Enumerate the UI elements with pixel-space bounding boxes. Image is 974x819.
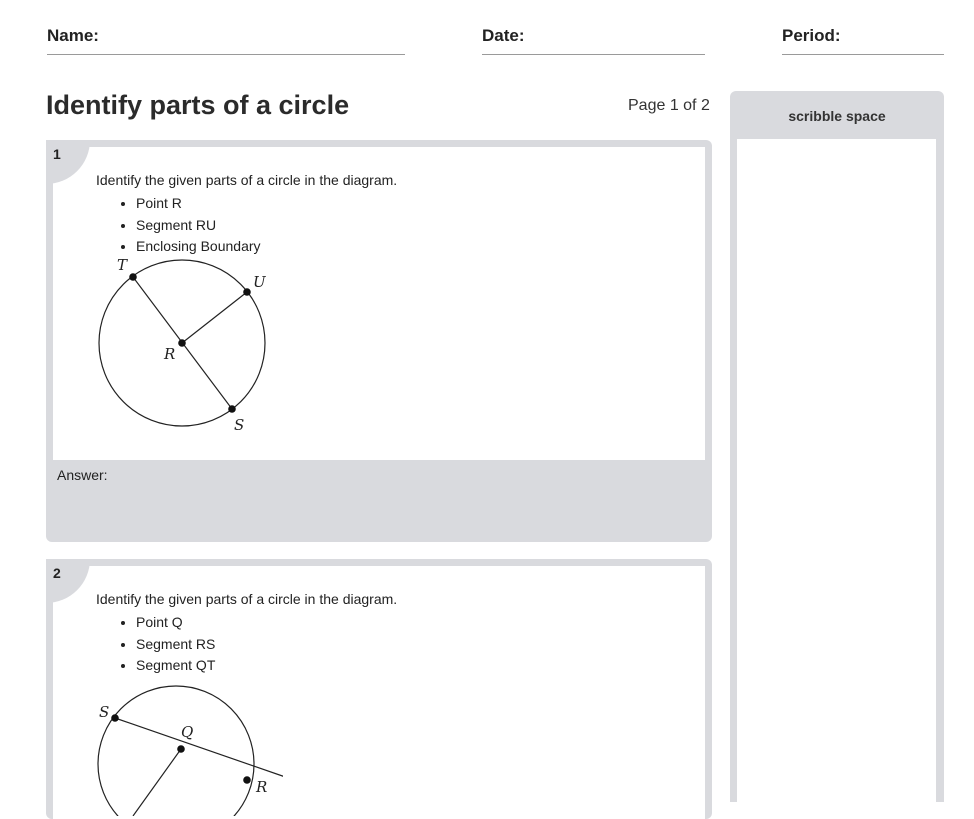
point-q [177, 745, 185, 753]
point-s [111, 714, 119, 722]
page-indicator: Page 1 of 2 [628, 97, 710, 114]
point-u [243, 288, 251, 296]
name-label: Name: [47, 26, 99, 45]
question-card-1 [46, 140, 712, 542]
label-s: S [99, 703, 110, 721]
segment-rs [115, 718, 283, 780]
label-r: R [256, 778, 268, 796]
question-items [122, 193, 261, 258]
question-number: 2 [53, 565, 61, 581]
question-item: • Point Q [136, 612, 215, 634]
answer-label: Answer: [57, 467, 108, 483]
question-item: • Segment RS [136, 634, 215, 656]
label-u: U [253, 273, 266, 291]
label-t: T [117, 256, 128, 274]
circle-diagram-2 [93, 676, 283, 816]
question-item: • Point R [136, 193, 261, 215]
segment-qt [133, 749, 181, 816]
question-items [122, 612, 215, 677]
point-r [178, 339, 186, 347]
label-r: R [164, 345, 176, 363]
question-card-2 [46, 559, 712, 819]
worksheet-title: Identify parts of a circle [46, 90, 350, 120]
date-label: Date: [482, 26, 525, 45]
name-field[interactable] [47, 26, 405, 55]
question-body [53, 147, 705, 460]
point-s [228, 405, 236, 413]
question-body [53, 566, 705, 819]
question-item: • Enclosing Boundary [136, 236, 261, 258]
question-item: • Segment RU [136, 215, 261, 237]
label-q: Q [181, 723, 194, 741]
scribble-title: scribble space [788, 108, 886, 124]
question-number: 1 [53, 146, 61, 162]
period-field[interactable] [782, 26, 944, 55]
scribble-panel [730, 91, 944, 802]
point-r [243, 776, 251, 784]
question-prompt: Identify the given parts of a circle in the diagram. [96, 172, 398, 188]
segment-ru [182, 292, 247, 343]
label-s: S [234, 416, 245, 434]
date-field[interactable] [482, 26, 705, 55]
point-t [129, 273, 137, 281]
circle-diagram-1 [93, 255, 283, 445]
circle-outline [98, 686, 254, 816]
scribble-area[interactable] [737, 139, 936, 802]
question-item: • Segment QT [136, 655, 215, 677]
period-label: Period: [782, 26, 841, 45]
question-prompt: Identify the given parts of a circle in the diagram. [96, 591, 398, 607]
